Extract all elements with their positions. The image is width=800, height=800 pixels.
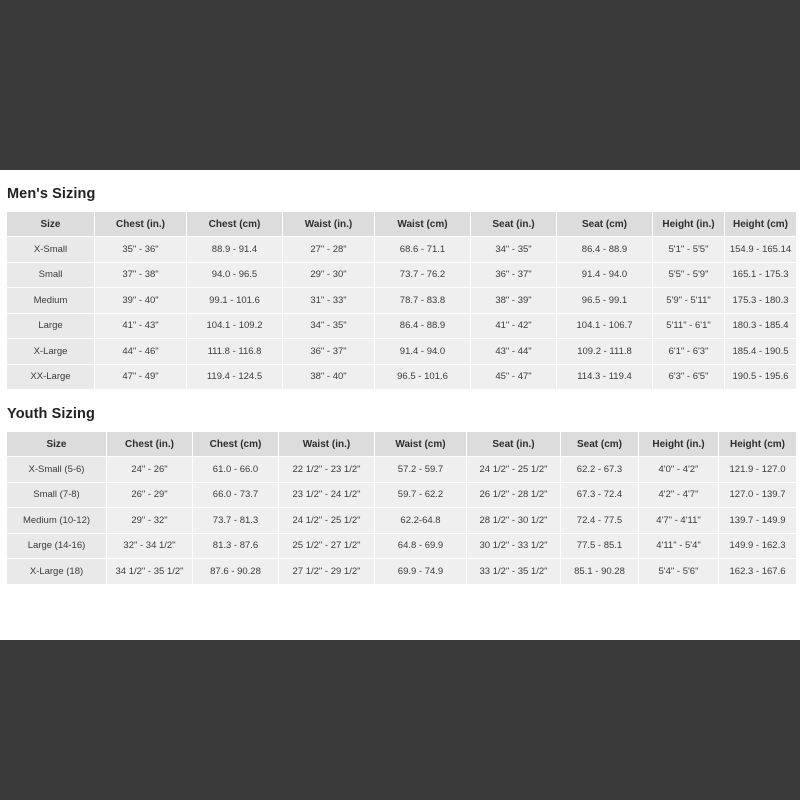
table-cell: 5'9" - 5'11"	[653, 288, 725, 314]
column-header: Waist (in.)	[283, 212, 375, 237]
table-row	[7, 262, 797, 288]
table-cell: 175.3 - 180.3	[725, 288, 797, 314]
table-cell: 27" - 28"	[283, 237, 375, 263]
size-cell: X-Large (18)	[7, 559, 107, 585]
column-header: Chest (cm)	[193, 432, 279, 457]
table-cell: 31" - 33"	[283, 288, 375, 314]
table-cell: 32" - 34 1/2"	[107, 533, 193, 559]
size-cell: Small (7-8)	[7, 482, 107, 508]
table-row	[7, 237, 797, 263]
table-cell: 127.0 - 139.7	[719, 482, 797, 508]
mens-table-head	[7, 212, 797, 237]
table-row	[7, 339, 797, 365]
table-cell: 4'0" - 4'2"	[639, 457, 719, 483]
table-cell: 64.8 - 69.9	[375, 533, 467, 559]
table-cell: 61.0 - 66.0	[193, 457, 279, 483]
column-header: Height (in.)	[653, 212, 725, 237]
table-cell: 4'11" - 5'4"	[639, 533, 719, 559]
youth-table-body	[7, 457, 797, 585]
table-cell: 29" - 30"	[283, 262, 375, 288]
table-cell: 37" - 38"	[95, 262, 187, 288]
column-header: Seat (in.)	[467, 432, 561, 457]
table-cell: 73.7 - 76.2	[375, 262, 471, 288]
table-cell: 91.4 - 94.0	[375, 339, 471, 365]
table-cell: 114.3 - 119.4	[557, 364, 653, 390]
table-cell: 47" - 49"	[95, 364, 187, 390]
table-cell: 86.4 - 88.9	[557, 237, 653, 263]
table-cell: 36" - 37"	[283, 339, 375, 365]
youth-table-head	[7, 432, 797, 457]
size-cell: X-Small	[7, 237, 95, 263]
table-cell: 33 1/2" - 35 1/2"	[467, 559, 561, 585]
sizing-chart-page	[0, 170, 800, 640]
table-cell: 190.5 - 195.6	[725, 364, 797, 390]
table-cell: 41" - 43"	[95, 313, 187, 339]
table-cell: 22 1/2" - 23 1/2"	[279, 457, 375, 483]
size-cell: XX-Large	[7, 364, 95, 390]
youth-sizing-section	[5, 406, 795, 585]
column-header: Height (cm)	[719, 432, 797, 457]
table-cell: 39" - 40"	[95, 288, 187, 314]
mens-sizing-section	[5, 186, 795, 390]
table-cell: 96.5 - 99.1	[557, 288, 653, 314]
table-cell: 5'5" - 5'9"	[653, 262, 725, 288]
table-cell: 45" - 47"	[471, 364, 557, 390]
table-cell: 4'2" - 4'7"	[639, 482, 719, 508]
table-cell: 5'11" - 6'1"	[653, 313, 725, 339]
table-cell: 34" - 35"	[471, 237, 557, 263]
table-cell: 27 1/2" - 29 1/2"	[279, 559, 375, 585]
table-cell: 109.2 - 111.8	[557, 339, 653, 365]
table-header-row	[7, 212, 797, 237]
table-cell: 5'4" - 5'6"	[639, 559, 719, 585]
table-cell: 68.6 - 71.1	[375, 237, 471, 263]
table-cell: 38" - 39"	[471, 288, 557, 314]
table-cell: 88.9 - 91.4	[187, 237, 283, 263]
table-row	[7, 313, 797, 339]
table-cell: 165.1 - 175.3	[725, 262, 797, 288]
size-cell: Medium (10-12)	[7, 508, 107, 534]
column-header: Waist (cm)	[375, 212, 471, 237]
table-cell: 6'3" - 6'5"	[653, 364, 725, 390]
column-header: Seat (cm)	[557, 212, 653, 237]
mens-sizing-title: Men's Sizing	[7, 186, 96, 202]
table-cell: 185.4 - 190.5	[725, 339, 797, 365]
table-row	[7, 482, 797, 508]
column-header: Seat (in.)	[471, 212, 557, 237]
table-cell: 5'1" - 5'5"	[653, 237, 725, 263]
size-cell: Large	[7, 313, 95, 339]
table-cell: 66.0 - 73.7	[193, 482, 279, 508]
table-cell: 154.9 - 165.14	[725, 237, 797, 263]
table-cell: 121.9 - 127.0	[719, 457, 797, 483]
table-cell: 26" - 29"	[107, 482, 193, 508]
table-cell: 24 1/2" - 25 1/2"	[279, 508, 375, 534]
table-cell: 25 1/2" - 27 1/2"	[279, 533, 375, 559]
table-cell: 6'1" - 6'3"	[653, 339, 725, 365]
table-row	[7, 364, 797, 390]
column-header: Height (cm)	[725, 212, 797, 237]
column-header: Seat (cm)	[561, 432, 639, 457]
table-cell: 78.7 - 83.8	[375, 288, 471, 314]
table-cell: 57.2 - 59.7	[375, 457, 467, 483]
table-row	[7, 533, 797, 559]
size-cell: Large (14-16)	[7, 533, 107, 559]
table-cell: 72.4 - 77.5	[561, 508, 639, 534]
table-cell: 119.4 - 124.5	[187, 364, 283, 390]
table-cell: 86.4 - 88.9	[375, 313, 471, 339]
youth-sizing-title: Youth Sizing	[7, 406, 95, 422]
size-cell: Small	[7, 262, 95, 288]
table-cell: 73.7 - 81.3	[193, 508, 279, 534]
table-cell: 139.7 - 149.9	[719, 508, 797, 534]
column-header: Size	[7, 212, 95, 237]
table-cell: 35" - 36"	[95, 237, 187, 263]
table-cell: 23 1/2" - 24 1/2"	[279, 482, 375, 508]
table-cell: 67.3 - 72.4	[561, 482, 639, 508]
column-header: Chest (cm)	[187, 212, 283, 237]
table-row	[7, 559, 797, 585]
column-header: Height (in.)	[639, 432, 719, 457]
column-header: Chest (in.)	[107, 432, 193, 457]
table-cell: 69.9 - 74.9	[375, 559, 467, 585]
table-cell: 43" - 44"	[471, 339, 557, 365]
column-header: Waist (cm)	[375, 432, 467, 457]
table-cell: 26 1/2" - 28 1/2"	[467, 482, 561, 508]
youth-sizing-table	[6, 431, 797, 585]
table-row	[7, 457, 797, 483]
table-cell: 104.1 - 106.7	[557, 313, 653, 339]
size-cell: X-Large	[7, 339, 95, 365]
table-cell: 34" - 35"	[283, 313, 375, 339]
table-cell: 34 1/2" - 35 1/2"	[107, 559, 193, 585]
size-cell: Medium	[7, 288, 95, 314]
table-cell: 4'7" - 4'11"	[639, 508, 719, 534]
table-cell: 94.0 - 96.5	[187, 262, 283, 288]
table-cell: 62.2-64.8	[375, 508, 467, 534]
column-header: Size	[7, 432, 107, 457]
table-cell: 149.9 - 162.3	[719, 533, 797, 559]
size-cell: X-Small (5-6)	[7, 457, 107, 483]
table-cell: 41" - 42"	[471, 313, 557, 339]
table-cell: 111.8 - 116.8	[187, 339, 283, 365]
table-cell: 28 1/2" - 30 1/2"	[467, 508, 561, 534]
table-cell: 24 1/2" - 25 1/2"	[467, 457, 561, 483]
table-cell: 99.1 - 101.6	[187, 288, 283, 314]
table-cell: 44" - 46"	[95, 339, 187, 365]
table-cell: 38" - 40"	[283, 364, 375, 390]
table-cell: 96.5 - 101.6	[375, 364, 471, 390]
table-cell: 59.7 - 62.2	[375, 482, 467, 508]
table-cell: 81.3 - 87.6	[193, 533, 279, 559]
table-cell: 30 1/2" - 33 1/2"	[467, 533, 561, 559]
mens-sizing-table	[6, 211, 797, 390]
table-cell: 91.4 - 94.0	[557, 262, 653, 288]
table-cell: 77.5 - 85.1	[561, 533, 639, 559]
column-header: Waist (in.)	[279, 432, 375, 457]
table-cell: 29" - 32"	[107, 508, 193, 534]
table-cell: 24" - 26"	[107, 457, 193, 483]
table-cell: 62.2 - 67.3	[561, 457, 639, 483]
table-cell: 162.3 - 167.6	[719, 559, 797, 585]
column-header: Chest (in.)	[95, 212, 187, 237]
table-row	[7, 508, 797, 534]
table-cell: 85.1 - 90.28	[561, 559, 639, 585]
mens-table-body	[7, 237, 797, 390]
table-row	[7, 288, 797, 314]
table-cell: 104.1 - 109.2	[187, 313, 283, 339]
table-cell: 180.3 - 185.4	[725, 313, 797, 339]
table-cell: 87.6 - 90.28	[193, 559, 279, 585]
table-cell: 36" - 37"	[471, 262, 557, 288]
table-header-row	[7, 432, 797, 457]
